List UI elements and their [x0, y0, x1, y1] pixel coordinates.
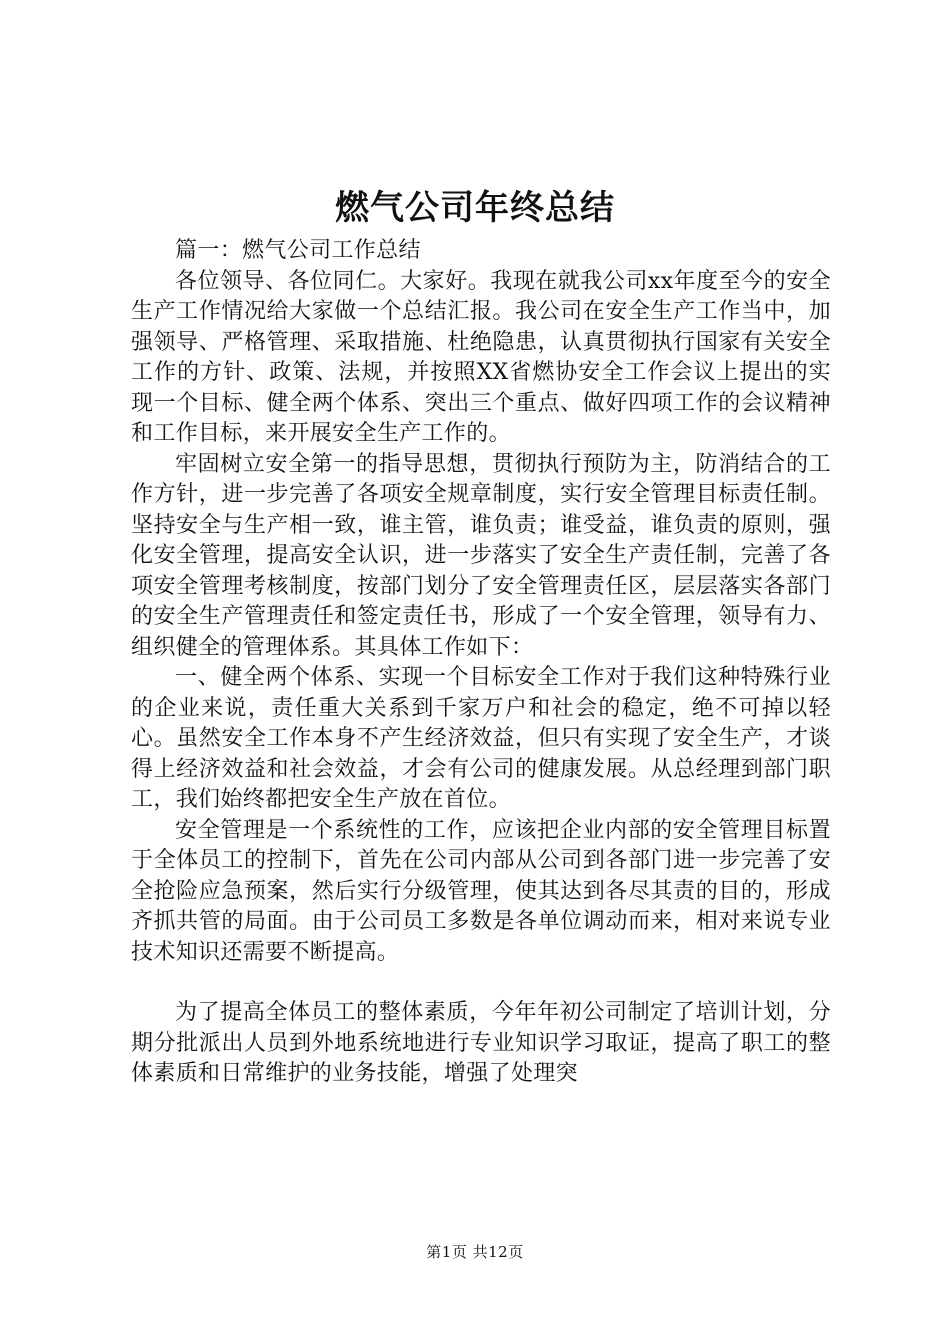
page-number-footer: 第1页 共12页	[426, 1243, 524, 1261]
document-body	[131, 236, 831, 1090]
document-title: 燃气公司年终总结	[335, 188, 615, 228]
paragraph-guiding-thought: 牢固树立安全第一的指导思想，贯彻执行预防为主，防消结合的工作方针，进一步完善了各项安全规章制度，实行安全管理目标责任制。坚持安全与生产相一致，谁主管，谁负责；谁受益，谁负责的原则，强化安全管理，提高安全认识，进一步落实了安全生产责任制，完善了各项安全管理考核制度，按部门划分了安全管理责任区，层层落实各部门的安全生产管理责任和签定责任书，形成了一个安全管理，领导有力、组织健全的管理体系。其具体工作如下：	[131, 451, 831, 660]
paragraph-safety-management: 安全管理是一个系统性的工作，应该把企业内部的安全管理目标置于全体员工的控制下，首先在公司内部从公司到各部门进一步完善了安全抢险应急预案，然后实行分级管理，使其达到各尽其责的目的，形成齐抓共管的局面。由于公司员工多数是各单位调动而来，相对来说专业技术知识还需要不断提高。	[131, 817, 831, 965]
paragraph-section-one: 一、健全两个体系、实现一个目标安全工作对于我们这种特殊行业的企业来说，责任重大关系到千家万户和社会的稳定，绝不可掉以轻心。虽然安全工作本身不产生经济效益，但只有实现了安全生产，才谈得上经济效益和社会效益，才会有公司的健康发展。从总经理到部门职工，我们始终都把安全生产放在首位。	[131, 665, 831, 812]
paragraph-training: 为了提高全体员工的整体素质，今年年初公司制定了培训计划，分期分批派出人员到外地系统地进行专业知识学习取证，提高了职工的整体素质和日常维护的业务技能，增强了处理突	[131, 1000, 831, 1086]
paragraph-intro: 各位领导、各位同仁。大家好。我现在就我公司xx年度至今的安全生产工作情况给大家做一个总结汇报。我公司在安全生产工作当中，加强领导、严格管理、采取措施、杜绝隐患，认真贯彻执行国家有关安全工作的方针、政策、法规，并按照XX省燃协安全工作会议上提出的实现一个目标、健全两个体系、突出三个重点、做好四项工作的会议精神和工作目标，来开展安全生产工作的。	[131, 268, 831, 446]
paragraph-subtitle: 篇一：燃气公司工作总结	[175, 238, 421, 263]
